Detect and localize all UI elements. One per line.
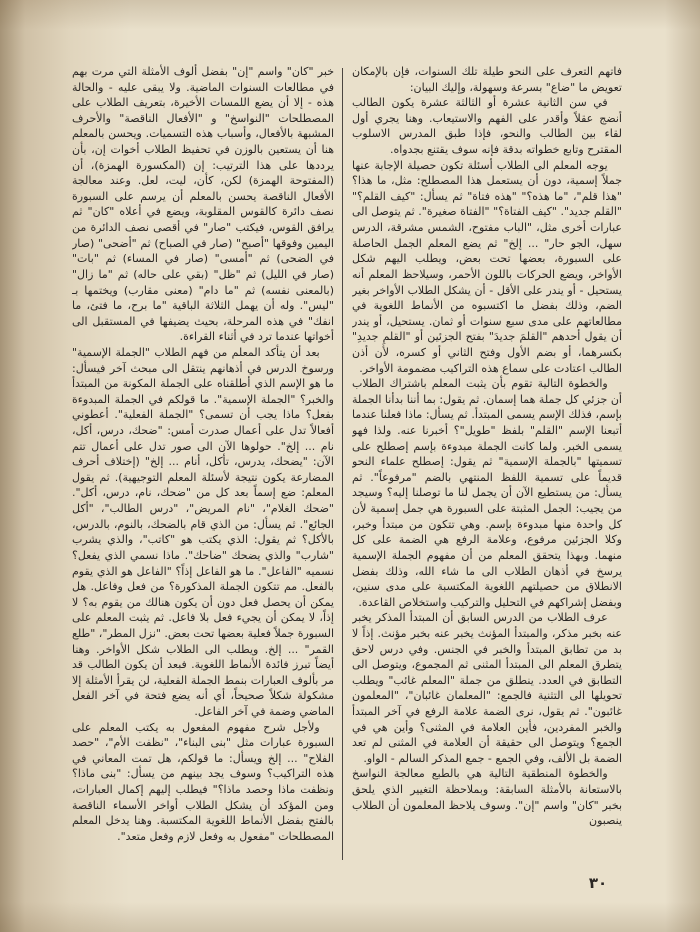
paragraph: فاتهم التعرف على النحو طيلة تلك السنوات، فإن بالإمكان تعويض ما "ضاع" بسرعة وسهولة، وإليك البيان: xyxy=(352,65,622,94)
column-divider xyxy=(342,68,343,860)
paragraph: في سن الثانية عشرة أو الثالثة عشرة يكون الطالب أنضج عقلاً وأقدر على الفهم والاستيعاب. وهنا يجري أول لقاء بين الطالب والنحو، فإذا طبق المدرس الاسلوب المقترح وتابع خطواته بدقة فإنه سوف يقتنع بجدواه. xyxy=(352,96,622,157)
page-number: ٣٠ xyxy=(588,874,608,892)
right-column xyxy=(352,64,622,862)
left-column xyxy=(72,64,334,862)
paragraph: بعد أن يتأكد المعلم من فهم الطلاب "الجملة الإسمية" ورسوخ الدرس في أذهانهم ينتقل الى مبحث آخر فيسأل: ما هو الإسم الذي أطلقناه على الجملة المكونة من المبتدأ والخبر؟ "الجملة الإسمية". ما قولكم في الجملة المبدوءة بفعل؟ ماذا يجب أن تسمى؟ "الجملة الفعلية". أعطوني أفعالاً تدل على أعمال صدرت أمس: "ضحك، درس، أكل، نام ... إلخ". حولوها الآن الى صور تدل على أعمال تتم الآن: "يضحك، يدرس، تأكل، أنام ... إلخ" (إختلاف أحرف المضارعة يكون نتيجة لأسئلة المعلم التوجيهية). ثم يقول المعلم: ضع إسماً بعد كل من "ضحك، نام، درس، أكل". "ضحك الغلام"، "نام المريض"، "درس الطالب"، "أكل الجائع". ثم يسأل: من الذي قام بالضحك، بالنوم، بالدرس، بالأكل؟ ثم يقول: الذي يكتب هو "كاتب"، والذي يشرب "شارب" والذي يضحك "ضاحك". ماذا نسمي الذي يفعل؟ نسميه "الفاعل". ما هو الفاعل إذاً؟ "الفاعل هو الذي يقوم بالفعل. مم تتكون الجملة المذكورة؟ من فعل وفاعل. هل يمكن أن يحصل فعل دون أن يكون هنالك من يقوم به؟ لا إذاً، لا يمكن أن يجيء فعل بلا فاعل. ثم يثبت المعلم على السبورة جملاً فعلية بعضها تحت بعض. "نزل المطر"، "طلع القمر" ... إلخ. ويطلب الى الطلاب شكل الأواخر. وهنا أيضاً تبرز فائدة الأنماط اللغوية. فبعد أن يكون الطالب قد مر بألوف العبارات بنمط الجملة الفعلية، لن يقرأ الأمثلة إلا مشكولة شكلاً صحيحاً، أي أنه يضع فتحة في آخر الفعل الماضي وضمة في آخر الفاعل. xyxy=(72,345,334,718)
paragraph: ولأجل شرح مفهوم المفعول به يكتب المعلم على السبورة عبارات مثل "بنى البناء"، "نظفت الأم"، "حصد الفلاح" ... إلخ ويسأل: ما قولكم، هل تمت المعاني في هذه التراكيب؟ وسوف يجد بينهم من يسأل: "بنى ماذا؟ ونظفت ماذا وحصد ماذا؟" فيطلب إليهم إكمال العبارات، ومن المؤكد أن يشكل الطلاب أواخر الأسماء الناقصة بالفتح بفضل الأنماط اللغوية المكتسبة. وهنا يدخل المعلم المصطلحات "مفعول به وفعل لازم وفعل متعد". xyxy=(72,720,334,843)
paragraph: والخطوة المنطقية التالية هي بالطبع معالجة النواسخ بالاستعانة بالأمثلة السابقة: وبملاحظة التغيير الذي يلحق بخبر "كان" واسم "إن". وسوف يلاحظ المعلمون أن الطلاب ينصبون xyxy=(352,767,622,828)
paragraph: والخطوة التالية تقوم بأن يثبت المعلم باشتراك الطلاب أن جزئي كل جملة هما إسمان. ثم يقول: بما أننا بدأنا الجملة بإسم، فذلك الإسم يسمى المبتدأ. ثم يسأل: ماذا فعلنا عندما أتبعنا الإسم "القلم" بلفظ "طويل"؟ أخبرنا عنه. ولذا فهو يسمى الخبر. ولما كانت الجملة مبدوءة بإسم إصطلح على تسميتها "بالجملة الإسمية" ثم يقول: إصطلح علماء النحو قديماً على تسمية اللفظ المنتهي بالضم "مرفوعاً". ثم يسأل: من يستطيع الآن أن يجمل لنا ما توصلنا إليه؟ وسيجد من يجيب: الجمل المثبتة على السبورة هي جمل إسمية لأن كل واحدة منها مبدوءة بإسم. وهي تتكون من مبتدأ وخبر، وكلا الجزئين مرفوع، وعلامة الرفع هي الضمة على كل منهما. وبهذا يتحقق المعلم من أن مفهوم الجملة الإسمية يرسخ في أذهان الطلاب الى ما شاء الله، وذلك بفضل الانطلاق من حصيلتهم اللغوية المكتسبة على مدى سنين، وبفضل إشراكهم في التحليل والتركيب واستخلاص القاعدة. xyxy=(352,377,622,609)
paragraph: خبر "كان" واسم "إن" بفضل ألوف الأمثلة التي مرت بهم في مطالعات السنوات الماضية. ولا يبقى عليه - والحالة هذه - إلا أن يضع اللمسات الأخيرة، بتعريف الطلاب على المصطلحات "النواسخ" و "الأفعال الناقصة" والأحرف المشبهة بالأفعال، وأسباب هذه التسميات. ويحسن بالمعلم هنا أن يستعين بالوزن في تحفيظ الطلاب أخوات إن، بأن يرددها على هذا الترتيب: إن (المكسورة الهمزة)، أن (المفتوحة الهمزة) لكن، كأن، ليت، لعل. وعند معالجة الأفعال الناقصة يحسن بالمعلم أن يرسم على السبورة نصف دائرة كالقوس المقلوبة، ويضع في أعلاه "كان" ثم يرافق القوس، فيكتب "صار" في أقصى نصف الدائرة من اليمين وفوقها "أصبح" (صار في الصباح) ثم "أضحى" (صار في الضحى) ثم "أمسى" (صار في المساء) ثم "بات" (صار في الليل) ثم "ظل" (بقي على حاله) ثم "ما زال" (بالمعنى نفسه) ثم "ما دام" (معنى مقارب) ويختمها بـ "ليس". وله أن يهمل الثلاثة الباقية "ما برح، ما فتئ، ما انفك" في هذه المرحلة، بحيث يضيفها في المستقبل الى أخواتها عندما ترد في أثناء القراءة. xyxy=(72,65,334,344)
paragraph: يوجه المعلم الى الطلاب أسئلة تكون حصيلة الإجابة عنها جملاً إسمية، دون أن يستعمل هذا المصطلح: مثل، ما هذا؟ "هذا قلم"، "ما هذه؟" "هذه فتاة" ثم يسأل: "كيف القلم؟" "القلم جديد". "كيف الفتاة؟" "الفتاة صغيرة". ثم يتوصل الى عبارات أخرى مثل، "الباب مفتوح، الشمس مشرقة، الدرس سهل، الجو حار" ... إلخ" ثم يضع المعلم الجمل الحاصلة على السبورة، بعضها تحت بعض، ويطلب اليهم شكل الأواخر، ويضع الحركات باللون الأحمر، وسيلاحظ المعلم أنه يستحيل - أو يندر على الأقل - أن يشكل الطلاب الأواخر بغير الضم، وذلك بفضل ما اكتسبوه من الأنماط اللغوية في مطالعاتهم على مدى سبع سنوات أو ثمان. يستحيل، أو يندر أن يقول أحدهم "القلمَ جديدَ" بفتح الجزئين أو "القلمِ جديدِ" بكسرهما، أو بضم الأول وفتح الثاني أو كسره، لأن أذن الطالب اعتادت على سماع هذه التراكيب مضمومة الأواخر. xyxy=(352,158,622,375)
paragraph: عرف الطلاب من الدرس السابق أن المبتدأ المذكر يخبر عنه بخبر مذكر، والمبتدأ المؤنث يخبر عنه بخبر مؤنث. إذاً لا بد من تطابق المبتدأ والخبر في الجنس. وفي درس لاحق يتطرق المعلم الى المبتدأ المثنى ثم المجموع، ويتوصل الى التطابق في العدد. ينطلق من جملة "المعلم غائب" ويطلب تحويلها الى التثنية فالجمع: "المعلمان غائبان"، "المعلمون غائبون". ثم يقول، نرى الضمة علامة الرفع في آخر المبتدأ والخبر المفردين، فأين العلامة في المثنى؟ وأين هي في الجمع؟ ويتوصل الى حقيقة أن العلامة في المثنى لم تعد الضمة بل الألف، وفي الجمع - جمع المذكر السالم - الواو. xyxy=(352,611,622,765)
